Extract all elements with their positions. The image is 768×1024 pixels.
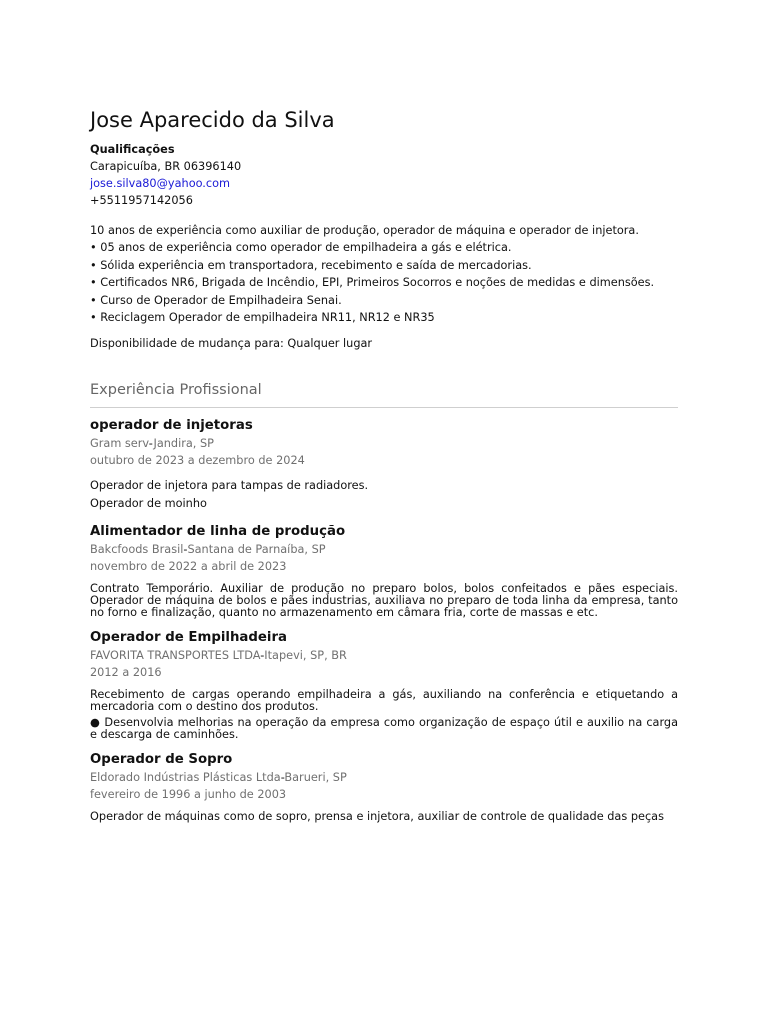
job-entry: [90, 751, 678, 823]
job-period: novembro de 2022 a abril de 2023: [90, 560, 287, 574]
job-company: Eldorado Indústrias Plásticas Ltda: [90, 771, 281, 785]
job-title: Operador de Sopro: [90, 752, 233, 768]
job-employer: [90, 769, 678, 786]
job-entry: [90, 629, 678, 741]
location: Carapicuíba, BR 06396140: [90, 160, 242, 173]
summary-line: • Curso de Operador de Empilhadeira Senai.: [90, 293, 342, 307]
job-description-line: Operador de moinho: [90, 497, 207, 511]
job-company: Gram serv: [90, 437, 149, 451]
job-place: Santana de Parnaíba, SP: [187, 543, 326, 557]
summary-line: • Reciclagem Operador de empilhadeira NR11, NR12 e NR35: [90, 311, 435, 325]
mobility-statement: Disponibilidade de mudança para: Qualquer lugar: [90, 337, 373, 351]
job-description-line: Operador de máquinas como de sopro, prensa e injetora, auxiliar de controle de qualidade das peças: [90, 810, 664, 824]
job-place: Itapevi, SP, BR: [264, 649, 347, 663]
job-employer: [90, 435, 678, 452]
summary-line: • Certificados NR6, Brigada de Incêndio, EPI, Primeiros Socorros e noções de medidas e dimensões.: [90, 276, 655, 290]
job-employer: [90, 647, 678, 664]
job-description: [90, 477, 678, 513]
experience-section-title: Experiência Profissional: [90, 380, 678, 408]
summary-line: • 05 anos de experiência como operador de empilhadeira a gás e elétrica.: [90, 241, 512, 255]
company-separator: -: [280, 771, 285, 785]
job-description-line: Operador de injetora para tampas de radiadores.: [90, 479, 369, 493]
summary: [90, 222, 678, 326]
job-description-line: Recebimento de cargas operando empilhadeira a gás, auxiliando na conferência e etiquetando a mercadoria com o destino dos produtos.: [90, 688, 678, 714]
candidate-name: Jose Aparecido da Silva: [90, 108, 335, 132]
company-separator: -: [148, 437, 154, 451]
phone: +5511957142056: [90, 194, 193, 207]
job-description: [90, 583, 678, 619]
job-place: Barueri, SP: [284, 771, 347, 785]
job-description: [90, 811, 678, 823]
job-title: Alimentador de linha de produção: [90, 524, 346, 540]
qualifications-label: Qualificações: [90, 143, 175, 156]
job-title: operador de injetoras: [90, 418, 253, 434]
job-title: Operador de Empilhadeira: [90, 630, 288, 646]
job-employer: [90, 541, 678, 558]
email-link[interactable]: jose.silva80@yahoo.com: [90, 177, 231, 190]
job-period: outubro de 2023 a dezembro de 2024: [90, 454, 305, 468]
company-separator: -: [183, 543, 188, 557]
job-place: Jandira, SP: [153, 437, 214, 451]
job-period: 2012 a 2016: [90, 666, 162, 680]
job-description-line: Contrato Temporário. Auxiliar de produção no preparo bolos, bolos confeitados e pães especiais. Operador de máquina de bolos e pães industrias, auxiliava no preparo de toda linha da empresa, tanto no forno e finalização, quanto no armazenamento em câmara fria, corte de massas e etc.: [90, 582, 678, 620]
summary-line: • Sólida experiência em transportadora, recebimento e saída de mercadorias.: [90, 258, 532, 272]
company-separator: -: [260, 649, 265, 663]
job-entry: [90, 417, 678, 513]
job-description: [90, 689, 678, 741]
job-company: Bakcfoods Brasil: [90, 543, 184, 557]
job-company: FAVORITA TRANSPORTES LTDA: [90, 649, 261, 663]
summary-line: 10 anos de experiência como auxiliar de produção, operador de máquina e operador de injetora.: [90, 224, 639, 237]
job-description-line: ● Desenvolvia melhorias na operação da empresa como organização de espaço útil e auxilio na carga e descarga de caminhões.: [90, 716, 678, 742]
job-period: fevereiro de 1996 a junho de 2003: [90, 788, 287, 802]
job-entry: [90, 523, 678, 619]
